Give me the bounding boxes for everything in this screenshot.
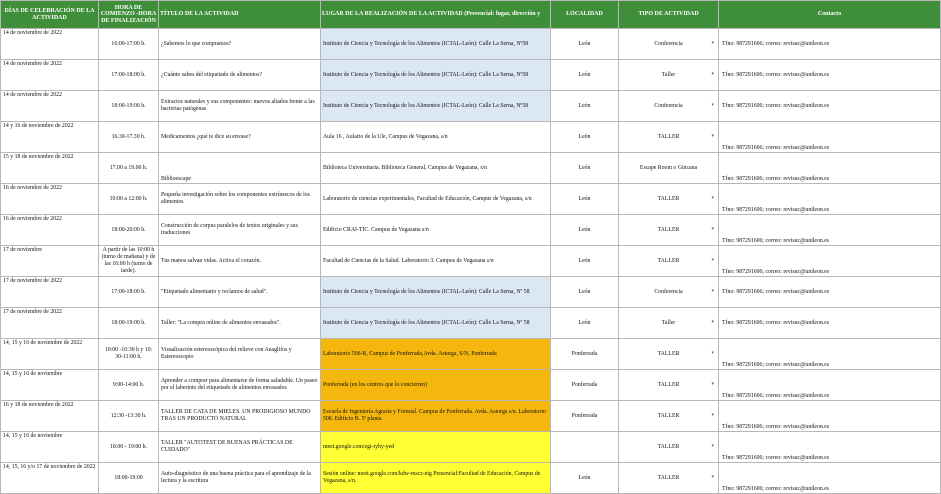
cell-date[interactable]: 17 de noviembre xyxy=(1,246,99,277)
cell-date[interactable]: 14 de noviembre de 2022 xyxy=(1,29,99,60)
cell-type-value: Conferencia xyxy=(654,40,683,47)
cell-type-value: TALLER xyxy=(657,226,680,233)
cell-place[interactable]: Ponferrada (en los centros que lo concierten) xyxy=(321,370,551,401)
chevron-down-icon[interactable]: ▾ xyxy=(711,41,714,46)
chevron-down-icon[interactable]: ▾ xyxy=(711,134,714,139)
cell-place[interactable]: Facultad de Ciencias de la Salud. Laboratorio 3. Campus de Vegazana s/n xyxy=(321,246,551,277)
cell-type-value: Escape Room o Gincana xyxy=(639,164,698,171)
chevron-down-icon[interactable]: ▾ xyxy=(711,351,714,356)
cell-contact[interactable]: Tfno: 987291606; correo: revisuc@unileon.es xyxy=(719,401,941,432)
cell-type-value: Conferencia xyxy=(654,288,683,295)
table-row xyxy=(1,277,941,308)
cell-place[interactable]: Sesión online: meet.google.com/kdw-mscz-etg Presencial:Facultad de Educación, Campus de Vegazana, s/n. xyxy=(321,463,551,494)
table-row xyxy=(1,91,941,122)
cell-locality[interactable]: León xyxy=(551,153,619,184)
cell-locality[interactable]: León xyxy=(551,463,619,494)
table-row xyxy=(1,29,941,60)
cell-time[interactable]: 18:00-19:00 h. xyxy=(99,91,159,122)
cell-time[interactable]: 18:00-19:00 xyxy=(99,463,159,494)
header-locality[interactable]: LOCALIDAD xyxy=(551,1,619,29)
cell-locality[interactable]: León xyxy=(551,277,619,308)
cell-type-dropdown[interactable] xyxy=(619,246,719,277)
chevron-down-icon[interactable]: ▾ xyxy=(711,289,714,294)
header-place[interactable]: LUGAR DE LA REALIZACIÓN DE LA ACTIVIDAD (Presencial: lugar, dirección y xyxy=(321,1,551,29)
cell-place[interactable]: meet.google.com/egi-iyhy-yed xyxy=(321,432,551,463)
cell-title[interactable]: Medicamentos ¿qué te dice su envase? xyxy=(159,122,321,153)
cell-title[interactable]: ¿Sabemos lo que compramos? xyxy=(159,29,321,60)
cell-type-value: TALLER xyxy=(657,350,680,357)
cell-place[interactable]: Instituto de Ciencia y Tecnología de los Alimentos (ICTAL-León): Calle La Serna, Nº58 xyxy=(321,60,551,91)
cell-type-dropdown[interactable] xyxy=(619,29,719,60)
table-row xyxy=(1,60,941,91)
cell-date[interactable]: 17 de noviembre de 2022 xyxy=(1,308,99,339)
cell-time[interactable]: 10:00 -10:30 h y 10: 30-11:00 h. xyxy=(99,339,159,370)
cell-date[interactable]: 16 de noviembre de 2022 xyxy=(1,215,99,246)
cell-time[interactable]: 9:00-14:00 h. xyxy=(99,370,159,401)
cell-time[interactable]: 16.30-17.30 h. xyxy=(99,122,159,153)
chevron-down-icon[interactable]: ▾ xyxy=(711,258,714,263)
cell-date[interactable]: 15 y 18 de noviembre de 2022 xyxy=(1,153,99,184)
table-row xyxy=(1,246,941,277)
cell-place[interactable]: Laboratorio 506-B, Campus de Ponferrada,Avda. Astorga, S/N, Ponferrada xyxy=(321,339,551,370)
cell-date[interactable]: 14, 15 y 16 de noviembre de 2022 xyxy=(1,339,99,370)
cell-type-value: Taller xyxy=(661,319,676,326)
chevron-down-icon[interactable]: ▾ xyxy=(711,227,714,232)
cell-time[interactable]: 18:00-19:00 h. xyxy=(99,308,159,339)
cell-type-dropdown[interactable] xyxy=(619,401,719,432)
cell-title[interactable]: Auto-diagnóstico de una buena práctica para el aprendizaje de la lectura y la escritura xyxy=(159,463,321,494)
cell-type-value: TALLER xyxy=(657,381,680,388)
cell-locality[interactable]: León xyxy=(551,60,619,91)
cell-type-dropdown[interactable] xyxy=(619,60,719,91)
cell-date[interactable]: 14 de noviembre de 2022 xyxy=(1,91,99,122)
cell-title[interactable]: ¿Cuánto sabes del etiquetado de alimentos? xyxy=(159,60,321,91)
cell-time[interactable]: 17:00-18:00 h. xyxy=(99,277,159,308)
cell-contact[interactable]: Tfno: 987291606; correo: revisuc@unileon.es xyxy=(719,184,941,215)
cell-contact[interactable]: Tfno: 987291606; correo: revisuc@unileon.es xyxy=(719,215,941,246)
cell-locality[interactable]: Ponferrada xyxy=(551,401,619,432)
cell-place[interactable]: Edificio CRAI-TIC. Campus de Vegazana s/n xyxy=(321,215,551,246)
chevron-down-icon[interactable]: ▾ xyxy=(711,413,714,418)
cell-place[interactable]: Instituto de Ciencia y Tecnología de los Alimentos (ICTAL-León): Calle La Serna, Nº 58 xyxy=(321,308,551,339)
cell-contact[interactable]: Tfno: 987291606; correo: revisuc@unileon.es xyxy=(719,122,941,153)
cell-date[interactable]: 17 de noviembre de 2022 xyxy=(1,277,99,308)
cell-time[interactable]: 10:00 a 12:00 h. xyxy=(99,184,159,215)
cell-title[interactable]: Aprender a comprar para alimentarse de forma saludable. Un paseo por el laberinto del etiquetado de alimentos envasados xyxy=(159,370,321,401)
chevron-down-icon[interactable]: ▾ xyxy=(711,320,714,325)
cell-type-dropdown[interactable] xyxy=(619,215,719,246)
cell-locality[interactable]: León xyxy=(551,308,619,339)
cell-locality[interactable]: Ponferrada xyxy=(551,370,619,401)
table-row xyxy=(1,122,941,153)
cell-type-value: TALLER xyxy=(657,443,680,450)
cell-time[interactable]: A partir de las 10:00 h (turno de mañana) y de las 16:00 h (turno de tarde). xyxy=(99,246,159,277)
cell-place[interactable]: Aula 16 , Aulario de la Ule, Campus de Vegazana, s/n xyxy=(321,122,551,153)
table-row xyxy=(1,339,941,370)
cell-title[interactable]: TALLER "AUTOTEST DE BUENAS PRÁCTICAS DE CUIDADO" xyxy=(159,432,321,463)
cell-type-dropdown[interactable] xyxy=(619,308,719,339)
cell-date[interactable]: 16 de noviembre de 2022 xyxy=(1,184,99,215)
cell-date[interactable]: 14, 15 y 16 de noviembre xyxy=(1,370,99,401)
cell-type-dropdown[interactable] xyxy=(619,339,719,370)
cell-type-dropdown[interactable] xyxy=(619,122,719,153)
cell-locality[interactable]: León xyxy=(551,29,619,60)
table-row xyxy=(1,184,941,215)
cell-type-value: TALLER xyxy=(657,474,680,481)
table-row xyxy=(1,463,941,494)
table-row xyxy=(1,370,941,401)
cell-type-value: TALLER xyxy=(657,133,680,140)
cell-date[interactable]: 14 y 16 de noviembre de 2022 xyxy=(1,122,99,153)
chevron-down-icon[interactable]: ▾ xyxy=(711,196,714,201)
cell-contact[interactable]: Tfno: 987291606; correo: revisuc@unileon.es xyxy=(719,339,941,370)
cell-type-dropdown[interactable] xyxy=(619,370,719,401)
cell-locality[interactable]: León xyxy=(551,184,619,215)
cell-date[interactable]: 14 de noviembre de 2022 xyxy=(1,60,99,91)
cell-locality[interactable]: León xyxy=(551,91,619,122)
cell-type-value: Conferencia xyxy=(654,102,683,109)
cell-type-value: Taller xyxy=(661,71,676,78)
cell-place[interactable]: Instituto de Ciencia y Tecnología de los Alimentos (ICTAL-León): Calle La Serna, Nº58 xyxy=(321,29,551,60)
cell-date[interactable]: 14, 15, 16 y/o 17 de noviembre de 2022 xyxy=(1,463,99,494)
cell-time[interactable]: 12:30 -13:30 h. xyxy=(99,401,159,432)
cell-date[interactable]: 14, 15 y 16 de noviembre xyxy=(1,432,99,463)
cell-title[interactable]: Biblioescape xyxy=(159,153,321,184)
cell-contact[interactable]: Tfno: 987291606; correo: revisuc@unileon.es xyxy=(719,91,941,122)
cell-type-dropdown[interactable] xyxy=(619,432,719,463)
cell-title[interactable]: Construcción de corpus paralelos de textos originales y sus traducciones xyxy=(159,215,321,246)
cell-locality[interactable]: León xyxy=(551,122,619,153)
cell-locality[interactable] xyxy=(551,432,619,463)
chevron-down-icon[interactable]: ▾ xyxy=(711,72,714,77)
table-row xyxy=(1,153,941,184)
cell-title[interactable]: Taller: "La compra online de alimentos envasados". xyxy=(159,308,321,339)
cell-locality[interactable]: León xyxy=(551,246,619,277)
cell-contact[interactable]: Tfno: 987291606; correo: revisuc@unileon.es xyxy=(719,29,941,60)
cell-title[interactable]: Extractos naturales y sus componentes: nuevos aliados frente a las bacterias patógenas xyxy=(159,91,321,122)
cell-type-value: TALLER xyxy=(657,257,680,264)
cell-place[interactable]: Escuela de Ingeniería Agraria y Forestal. Campus de Ponferrada. Avda. Astorga s/n. Laboratorio 508. Edificio B. 5ª planta xyxy=(321,401,551,432)
cell-time[interactable]: 16:00-17:00 h. xyxy=(99,29,159,60)
cell-contact[interactable]: Tfno: 987291606; correo: revisuc@unileon.es xyxy=(719,153,941,184)
cell-place[interactable]: Instituto de Ciencia y Tecnología de los Alimentos (ICTAL-León): Calle La Serna, Nº 58 xyxy=(321,277,551,308)
cell-place[interactable]: Instituto de Ciencia y Tecnología de los Alimentos (ICTAL-León): Calle La Serna, Nº58 xyxy=(321,91,551,122)
cell-place[interactable]: Laboratorio de ciencias experimentales, Facultad de Educación, Campus de Vegazana, s/n xyxy=(321,184,551,215)
header-time[interactable]: HORA DE COMIENZO -HORA DE FINALIZACIÓN xyxy=(99,1,159,29)
cell-title[interactable]: TALLER DE CATA DE MIELES. UN PRODIGIOSO MUNDO TRAS UN PRODUCTO NATURAL xyxy=(159,401,321,432)
cell-locality[interactable]: Ponferrada xyxy=(551,339,619,370)
chevron-down-icon[interactable]: ▾ xyxy=(711,382,714,387)
table-row xyxy=(1,308,941,339)
cell-time[interactable]: 17:00-18:00 h. xyxy=(99,60,159,91)
header-date[interactable]: DÍAS DE CELEBRACIÓN DE LA ACTIVIDAD xyxy=(1,1,99,29)
chevron-down-icon[interactable]: ▾ xyxy=(711,103,714,108)
header-type[interactable]: TIPO DE ACTIVIDAD xyxy=(619,1,719,29)
chevron-down-icon[interactable]: ▾ xyxy=(711,475,714,480)
cell-contact[interactable]: Tfno: 987291606; correo: revisuc@unileon.es xyxy=(719,432,941,463)
header-contact[interactable]: Contacto xyxy=(719,1,941,29)
cell-type-dropdown[interactable] xyxy=(619,91,719,122)
chevron-down-icon[interactable]: ▾ xyxy=(711,444,714,449)
cell-contact[interactable]: Tfno: 987291606; correo: revisuc@unileon.es xyxy=(719,463,941,494)
cell-time[interactable]: 18:00-20:00 h. xyxy=(99,215,159,246)
cell-title[interactable]: Visualización estereoscópica del relieve con Anaglifos y Estereoscopio xyxy=(159,339,321,370)
cell-title[interactable]: "Etiquetado alimentario y reclamos de salud". xyxy=(159,277,321,308)
cell-title[interactable]: Tus manos salvan vidas. Activa el corazón. xyxy=(159,246,321,277)
cell-type-dropdown[interactable] xyxy=(619,153,719,184)
cell-title[interactable]: Pequeña investigación sobre los componentes extrínsecos de los alimentos xyxy=(159,184,321,215)
table-row xyxy=(1,401,941,432)
table-row xyxy=(1,432,941,463)
cell-type-value: TALLER xyxy=(657,412,680,419)
cell-date[interactable]: 16 y 18 de noviembre de 2022 xyxy=(1,401,99,432)
cell-type-dropdown[interactable] xyxy=(619,184,719,215)
cell-contact[interactable]: Tfno: 987291606; correo: revisuc@unileon.es xyxy=(719,308,941,339)
header-title[interactable]: TÍTULO DE LA ACTIVIDAD xyxy=(159,1,321,29)
cell-time[interactable]: 17.00 a 19.00 h. xyxy=(99,153,159,184)
header-row xyxy=(1,1,941,29)
cell-locality[interactable]: León xyxy=(551,215,619,246)
cell-time[interactable]: 18:00 - 19:00 h. xyxy=(99,432,159,463)
cell-contact[interactable]: Tfno: 987291606; correo: revisuc@unileon.es xyxy=(719,246,941,277)
table-row xyxy=(1,215,941,246)
cell-contact[interactable]: Tfno: 987291606; correo: revisuc@unileon.es xyxy=(719,370,941,401)
cell-place[interactable]: Biblioteca Universitaria. Biblioteca General, Campus de Vegazana, s/n xyxy=(321,153,551,184)
cell-contact[interactable]: Tfno: 987291606; correo: revisuc@unileon.es xyxy=(719,277,941,308)
cell-type-dropdown[interactable] xyxy=(619,463,719,494)
cell-contact[interactable]: Tfno: 987291606; correo: revisuc@unileon.es xyxy=(719,60,941,91)
cell-type-value: TALLER xyxy=(657,195,680,202)
cell-type-dropdown[interactable] xyxy=(619,277,719,308)
